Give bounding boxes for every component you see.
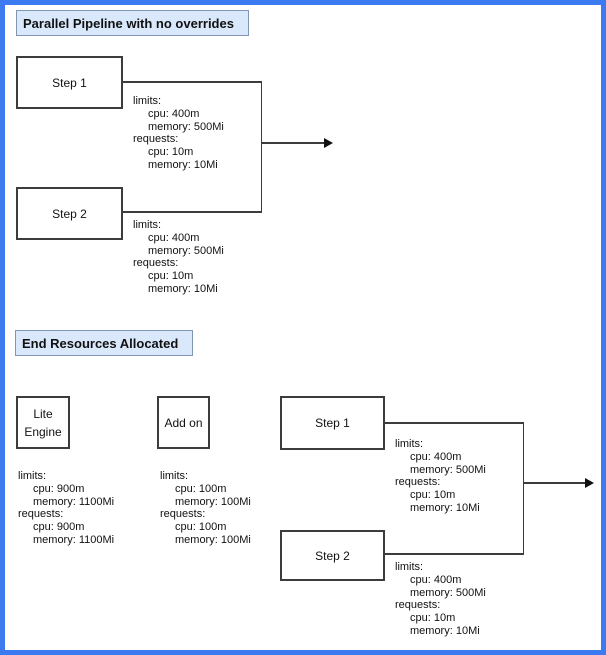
node-label: Step 2 <box>315 548 350 563</box>
resource-line: memory: 500Mi <box>148 244 224 257</box>
resource-line: limits: <box>133 95 162 107</box>
resource-line: memory: 1100Mi <box>33 533 115 546</box>
resource-line: memory: 10Mi <box>148 282 218 295</box>
resource-line: memory: 500Mi <box>410 463 486 476</box>
connector-line-vertical-bottom <box>523 422 525 555</box>
node-pipeline-step2 <box>16 187 123 240</box>
resource-line: memory: 500Mi <box>410 586 486 599</box>
resource-line: requests: <box>160 508 206 521</box>
node-label: Lite <box>33 406 53 421</box>
connector-line-step1-bottom <box>385 422 524 424</box>
node-label: Engine <box>24 424 62 439</box>
resource-line: memory: 10Mi <box>410 501 480 514</box>
resource-text-lite-engine <box>18 470 114 547</box>
node-lite-engine <box>16 396 70 449</box>
resource-line: memory: 100Mi <box>175 533 251 546</box>
resource-line: limits: <box>395 438 424 450</box>
resource-line: requests: <box>395 476 441 489</box>
resource-line: limits: <box>18 470 47 482</box>
resource-line: memory: 100Mi <box>175 495 251 508</box>
resource-line: cpu: 400m <box>410 573 462 586</box>
node-label: Step 1 <box>52 75 87 90</box>
node-end-step1 <box>280 396 385 450</box>
connector-line-step2-top <box>123 211 262 213</box>
resource-line: cpu: 100m <box>175 521 227 534</box>
resource-line: cpu: 10m <box>148 146 194 159</box>
connector-line-step1-top <box>123 81 262 83</box>
resource-line: requests: <box>395 599 441 612</box>
resource-text-pipeline-step1 <box>133 95 224 172</box>
node-label: Step 1 <box>315 416 350 430</box>
resource-line: cpu: 400m <box>410 450 462 463</box>
arrow-shaft-top <box>262 142 324 144</box>
resource-line: limits: <box>160 470 189 482</box>
node-add-on <box>157 396 210 449</box>
resource-line: cpu: 10m <box>410 489 456 502</box>
resource-line: cpu: 900m <box>33 521 85 534</box>
arrowhead-icon <box>585 478 594 488</box>
resource-line: memory: 1100Mi <box>33 495 115 508</box>
resource-text-add-on <box>160 470 251 547</box>
section-title-end-resources: End Resources Allocated <box>15 330 193 356</box>
resource-line: cpu: 400m <box>148 231 200 244</box>
resource-line: cpu: 900m <box>33 482 85 495</box>
arrowhead-icon <box>324 138 333 148</box>
resource-text-end-step2 <box>395 561 486 638</box>
resource-line: cpu: 100m <box>175 482 227 495</box>
resource-line: requests: <box>133 257 179 270</box>
resource-line: cpu: 10m <box>148 270 194 283</box>
resource-line: memory: 10Mi <box>148 158 218 171</box>
connector-line-step2-bottom <box>385 553 524 555</box>
resource-line: limits: <box>395 561 424 573</box>
node-pipeline-step1 <box>16 56 123 109</box>
resource-line: memory: 500Mi <box>148 120 224 133</box>
node-end-step2 <box>280 530 385 581</box>
connector-line-vertical-top <box>261 81 263 213</box>
node-label: Step 2 <box>52 206 87 221</box>
resource-line: limits: <box>133 219 162 231</box>
node-label: Add on <box>164 415 203 430</box>
resource-text-end-step1 <box>395 438 486 515</box>
resource-text-pipeline-step2 <box>133 219 224 296</box>
arrow-shaft-bottom <box>524 482 585 484</box>
resource-line: memory: 10Mi <box>410 624 480 637</box>
resource-line: requests: <box>133 133 179 146</box>
resource-line: cpu: 400m <box>148 107 200 120</box>
resource-line: requests: <box>18 508 64 521</box>
section-title-parallel-pipeline: Parallel Pipeline with no overrides <box>16 10 249 36</box>
resource-line: cpu: 10m <box>410 612 456 625</box>
